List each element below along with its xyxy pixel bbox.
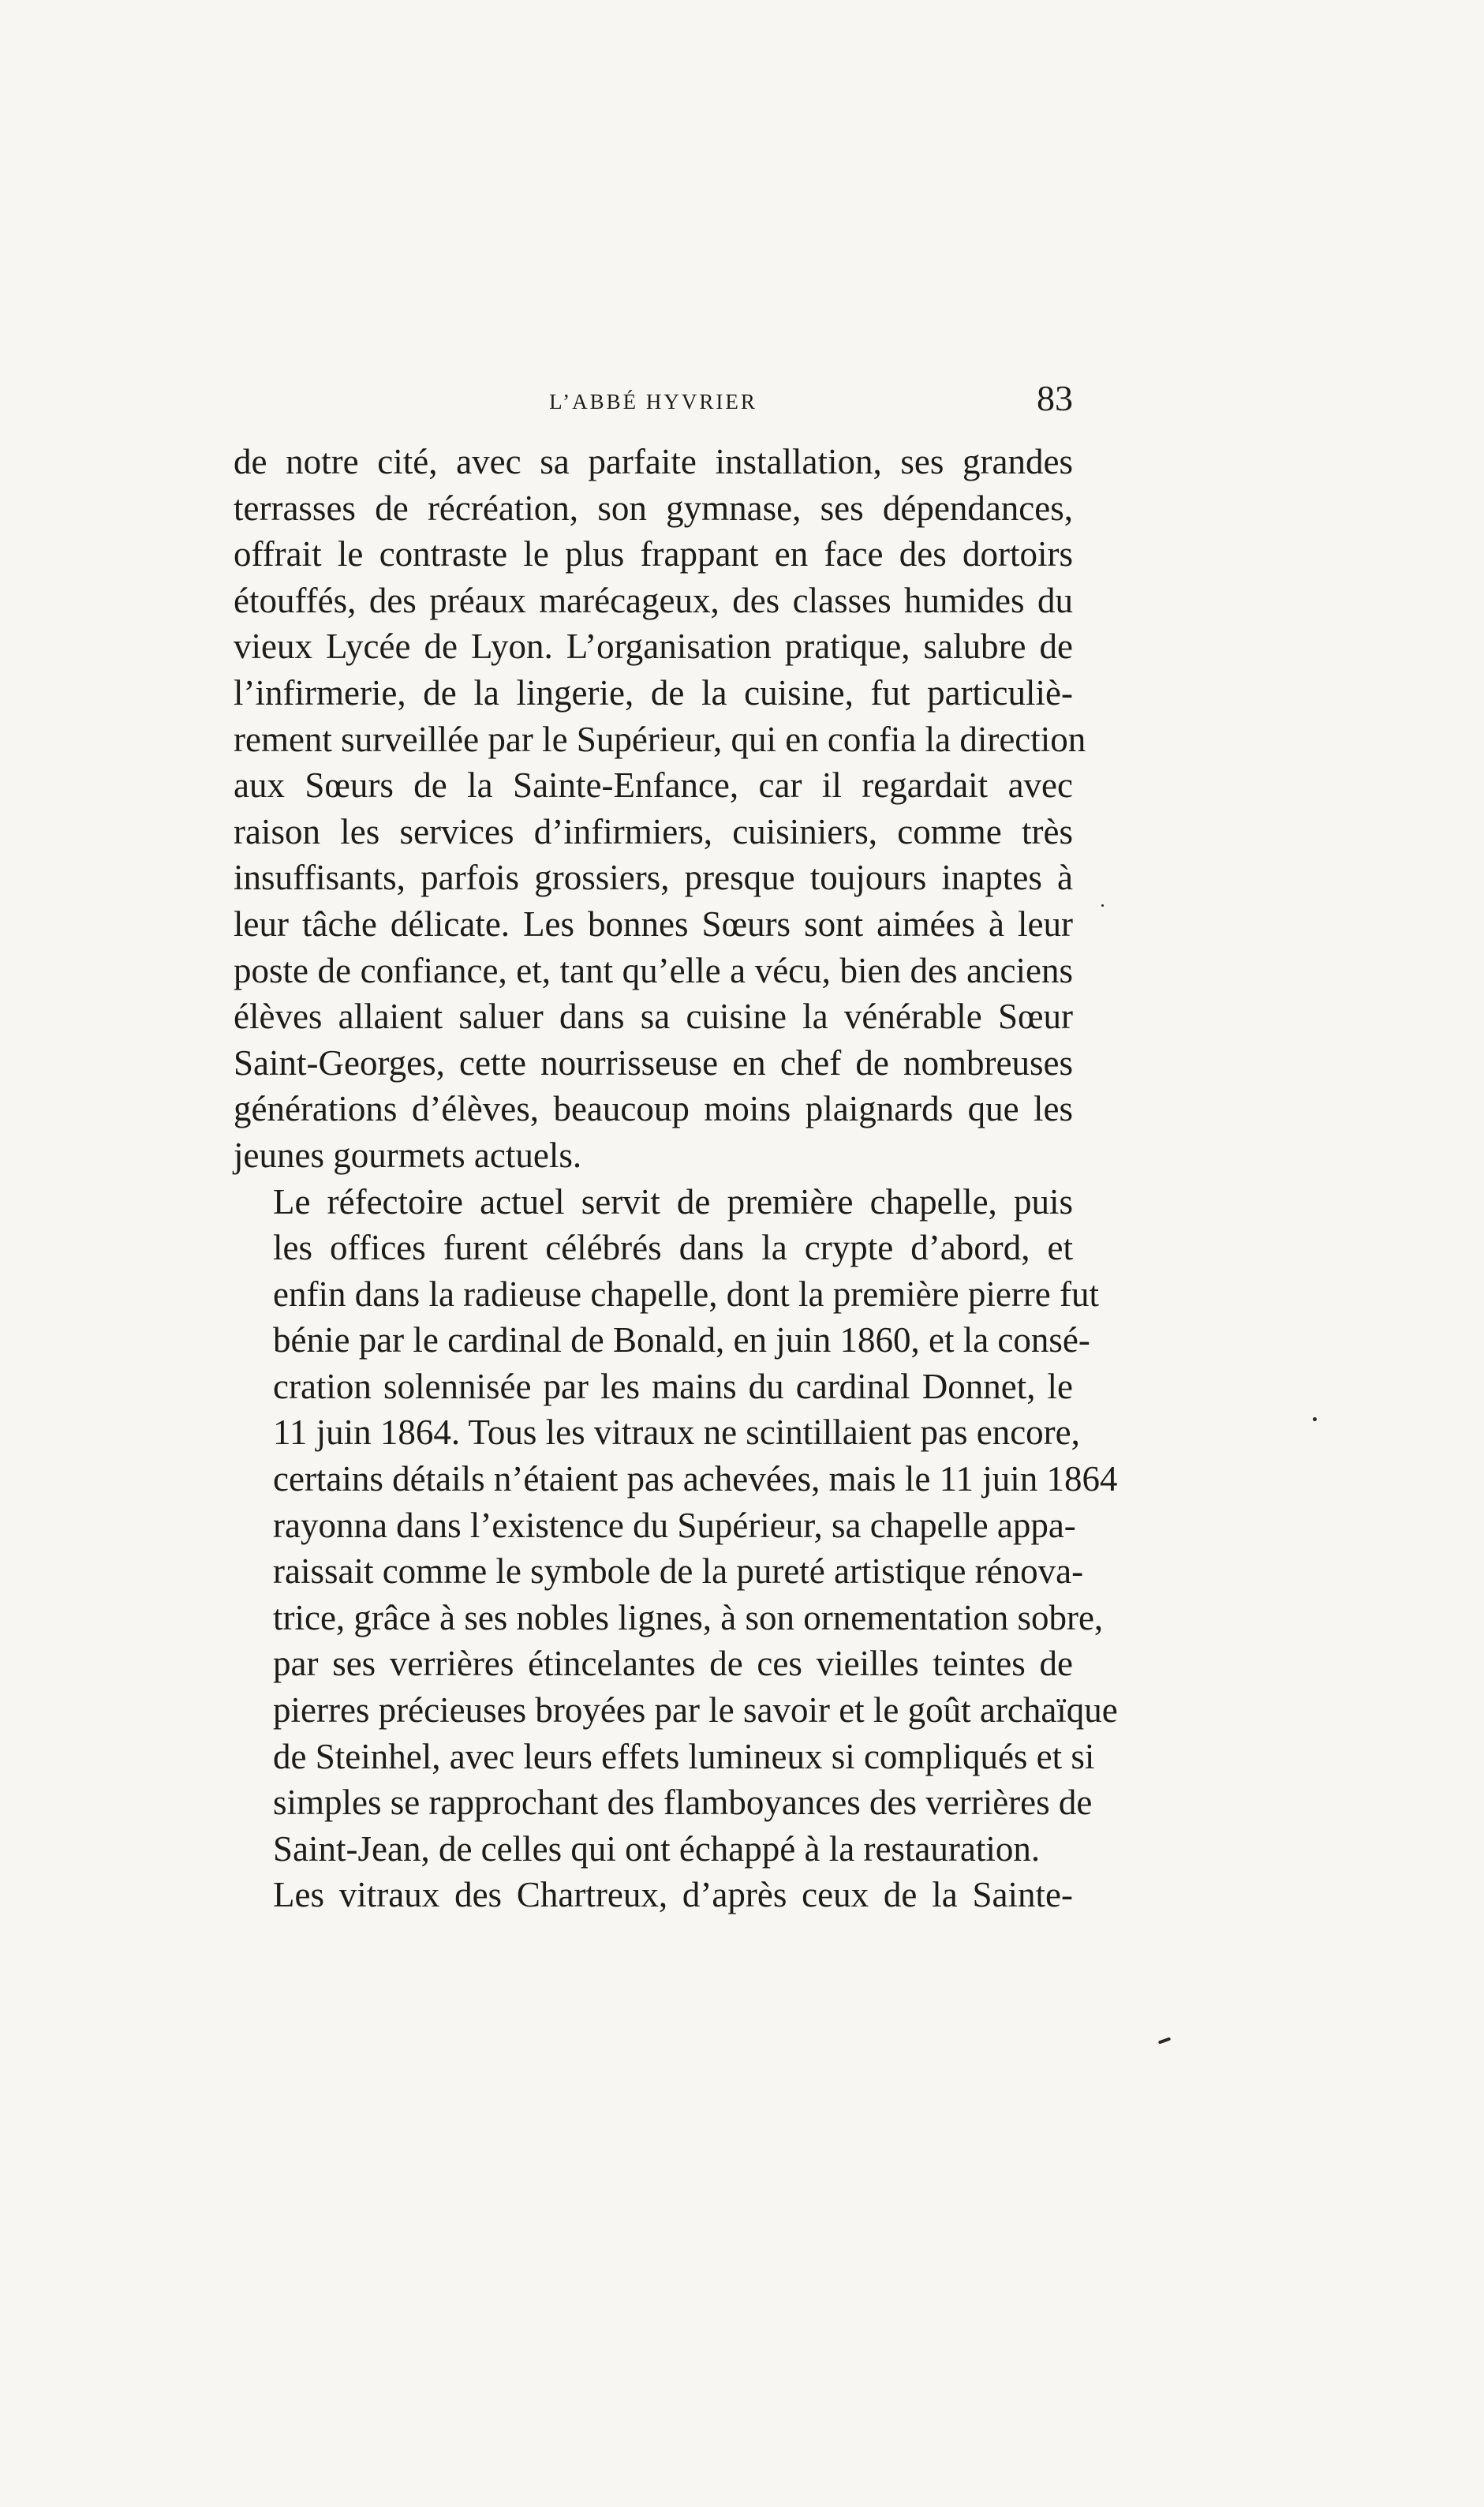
text-line: leur tâche délicate. Les bonnes Sœurs sont aimées à leur [234,904,1073,944]
text-line: poste de confiance, et, tant qu’elle a vécu, bien des anciens [234,950,1073,990]
text-line: cration solennisée par les mains du cardinal Donnet, le [273,1366,1073,1406]
page-number: 83 [1037,378,1073,418]
paragraph-2 [234,1179,1118,1873]
text-line: étouffés, des préaux marécageux, des classes humides du [234,580,1073,620]
text-line: jeunes gourmets actuels. [234,1135,582,1175]
text-line: offrait le contraste le plus frappant en face des dortoirs [234,534,1073,574]
text-line: les offices furent célébrés dans la crypte d’abord, et [273,1228,1073,1268]
text-line: générations d’élèves, beaucoup moins plaignards que les [234,1089,1073,1129]
body-text [234,439,1118,1918]
text-line: élèves allaient saluer dans sa cuisine la vénérable Sœur [234,997,1073,1037]
text-line: par ses verrières étincelantes de ces vieilles teintes de [273,1644,1073,1684]
scan-speck [1158,2037,1171,2044]
scan-speck [1313,1417,1317,1421]
text-line: certains détails n’étaient pas achevées, mais le 11 juin 1864 [273,1459,1118,1499]
paragraph-1 [234,439,1086,1179]
text-line: Les vitraux des Chartreux, d’après ceux de la Sainte- [273,1875,1073,1915]
text-line: de Steinhel, avec leurs effets lumineux si compliqués et si [273,1736,1095,1776]
text-line: raissait comme le symbole de la pureté artistique rénova- [273,1551,1084,1592]
running-head [234,377,1073,432]
text-line: rayonna dans l’existence du Supérieur, sa chapelle appa- [273,1505,1076,1545]
text-line: Saint-Georges, cette nourrisseuse en chef de nombreuses [234,1042,1073,1083]
text-line: enfin dans la radieuse chapelle, dont la première pierre fut [273,1274,1100,1314]
paragraph-3 [234,1872,1073,1918]
text-line: raison les services d’infirmiers, cuisiniers, comme très [234,811,1073,851]
text-line: de notre cité, avec sa parfaite installation, ses grandes [234,442,1073,481]
text-line: insuffisants, parfois grossiers, presque toujours inaptes à [234,858,1073,898]
text-line: vieux Lycée de Lyon. L’organisation pratique, salubre de [234,627,1073,667]
text-line: terrasses de récréation, son gymnase, ses dépendances, [234,488,1073,528]
running-title: L’ABBÉ HYVRIER [549,390,757,413]
text-line: trice, grâce à ses nobles lignes, à son ornementation sobre, [273,1597,1104,1637]
scan-speck [1101,904,1104,907]
text-line: simples se rapprochant des flamboyances des verrières de [273,1783,1093,1823]
text-line: aux Sœurs de la Sainte-Enfance, car il regardait avec [234,765,1073,806]
text-line: Le réfectoire actuel servit de première chapelle, puis [273,1181,1073,1222]
text-line: rement surveillée par le Supérieur, qui en confia la direction [234,719,1086,759]
text-line: bénie par le cardinal de Bonald, en juin 1860, et la consé- [273,1320,1090,1360]
text-line: pierres précieuses broyées par le savoir et le goût archaïque [273,1690,1118,1731]
text-line: Saint-Jean, de celles qui ont échappé à la restauration. [273,1828,1041,1869]
text-line: 11 juin 1864. Tous les vitraux ne scintillaient pas encore, [273,1413,1080,1453]
text-line: l’infirmerie, de la lingerie, de la cuisine, fut particuliè- [234,672,1073,713]
